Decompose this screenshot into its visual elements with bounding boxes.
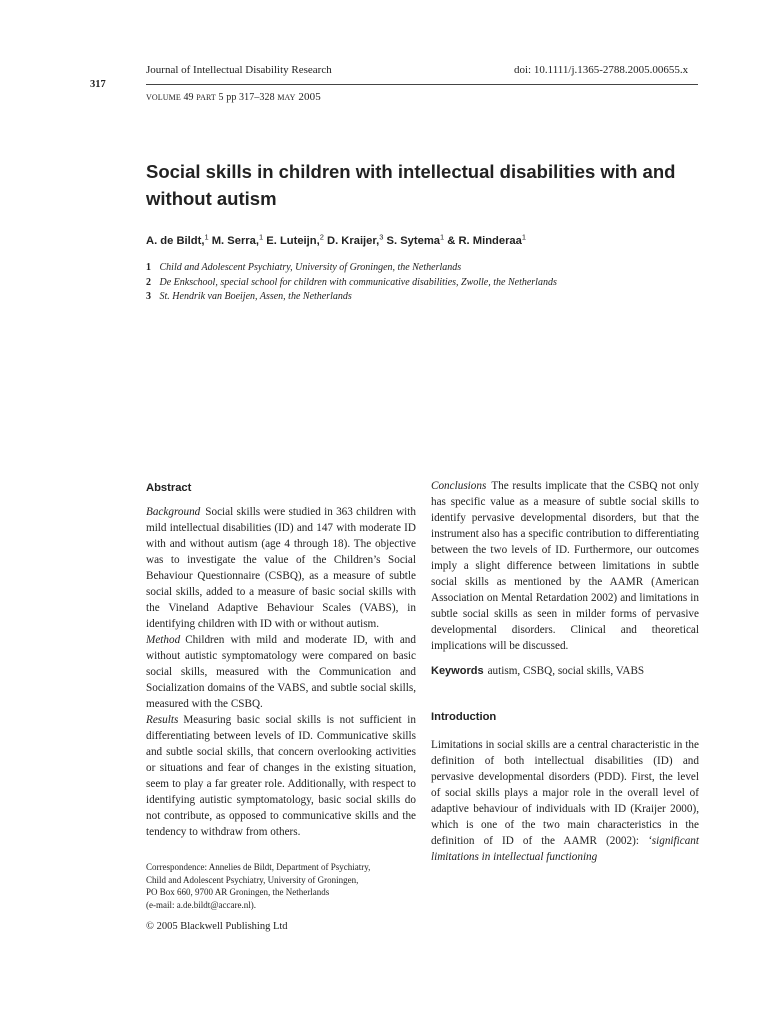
issue-info: [146, 91, 321, 103]
part-number: 5: [218, 92, 224, 103]
author-affiliation: 3: [379, 232, 384, 242]
affiliation-number: 2: [146, 276, 151, 288]
background-label: Background: [146, 506, 201, 518]
header-rule: [146, 84, 698, 85]
abstract-background: [146, 504, 416, 632]
page-range: pp 317–328: [226, 92, 275, 103]
abstract-left-column: [146, 480, 416, 840]
conclusions-text: The results implicate that the CSBQ not only has specific value as a measure of subtle social skills to identify pervasive developmental disorders, but that the instrument also has a specific contribution to differentiating between the two levels of ID. Furthermore, our outcomes imply a slight difference between limitations in subtle social skills as mentioned by the AAMR (American Association on Mental Retardation 2002) and limitations in subtle social skills as seen in milder forms of pervasive developmental disorders. Clinical and theoretical implications will be discussed.: [431, 480, 699, 653]
journal-name: Journal of Intellectual Disability Research: [146, 64, 332, 76]
author: S. Sytema: [386, 235, 440, 247]
affiliation-number: 1: [146, 262, 151, 273]
author-affiliation: 1: [258, 232, 264, 242]
part-label: part: [196, 91, 216, 103]
affiliation-text: St. Hendrik van Boeijen, Assen, the Netherlands: [159, 291, 352, 302]
author-affiliation: 2: [319, 232, 324, 242]
author: & R. Minderaa: [447, 235, 522, 247]
affiliation-text: Child and Adolescent Psychiatry, University of Groningen, the Netherlands: [159, 262, 462, 273]
abstract-results: [146, 712, 416, 840]
volume-number: 49: [183, 92, 194, 103]
affiliation-number: 3: [146, 291, 151, 302]
abstract-method: [146, 632, 416, 712]
abstract-right-column: [431, 478, 699, 865]
copyright: © 2005 Blackwell Publishing Ltd: [146, 921, 288, 932]
background-text: Social skills were studied in 363 children with mild intellectual disabilities (ID) and 147 with moderate ID with and without autism (age 4 through 18). The objective was to investigate the value of the Children’s Social Behaviour Questionnaire (CSBQ), as a measure of subtle social skills, added to a measure of basic social skills with the Vineland Adaptive Behaviour Scales (VABS), in identifying children with ID with or without autism.: [146, 506, 416, 630]
method-text: Children with mild and moderate ID, with and without autistic symptomatology were compared on basic social skills, measured with the Communication and Socialization domains of the VABS, and subtle social skills, measured with the CSBQ.: [146, 634, 416, 710]
affiliation-list: [146, 261, 557, 305]
introduction-body: Limitations in social skills are a central characteristic in the definition of both intellectual disabilities (ID) and pervasive developmental disorders (PDD). First, the level of social skills plays a major role in the overall level of adaptive behaviour of individuals with ID (Kraijer 2000), which is one of the two main characteristics in the definition of ID of the AAMR (2002):: [431, 738, 699, 847]
page-number: 317: [90, 79, 106, 90]
author: D. Kraijer,: [327, 235, 380, 247]
introduction-quote: ‘significant limitations in intellectual functioning: [431, 834, 699, 863]
abstract-heading: Abstract: [146, 482, 192, 494]
keywords-text: autism, CSBQ, social skills, VABS: [487, 664, 645, 677]
issue-date: may 2005: [277, 91, 321, 103]
abstract-conclusions: [431, 478, 699, 655]
correspondence: [146, 861, 416, 911]
introduction-heading: Introduction: [431, 710, 497, 723]
keywords: [431, 663, 699, 679]
correspondence-line: Correspondence: Annelies de Bildt, Department of Psychiatry,: [146, 862, 371, 872]
affiliation-text: De Enkschool, special school for children with communicative disabilities, Zwolle, the Netherlands: [159, 276, 557, 288]
doi[interactable]: doi: 10.1111/j.1365-2788.2005.00655.x: [514, 64, 689, 76]
author-list: [146, 232, 527, 247]
volume-label: volume: [146, 91, 181, 103]
affiliation-item: [146, 261, 557, 276]
conclusions-label: Conclusions: [431, 480, 487, 492]
author: A. de Bildt,: [146, 235, 205, 247]
author: E. Luteijn,: [266, 235, 320, 247]
author-affiliation: 1: [521, 232, 527, 242]
correspondence-line: Child and Adolescent Psychiatry, University of Groningen,: [146, 874, 359, 885]
affiliation-item: [146, 276, 557, 291]
introduction-text: [431, 737, 699, 865]
keywords-label: Keywords: [431, 664, 484, 677]
correspondence-line: PO Box 660, 9700 AR Groningen, the Netherlands: [146, 887, 330, 897]
results-text: Measuring basic social skills is not sufficient in differentiating between levels of ID. Communicative skills and subtle social skills, that concern overlooking activities or situations and fear of changes in the existing situation, seem to play a far greater role. Additionally, with respect to identifying autistic symptomatology, basic social skills do not contribute, as opposed to communicative skills and the tendency to withdraw from others.: [146, 714, 416, 838]
author: M. Serra,: [211, 235, 259, 247]
article-title: Social skills in children with intellectual disabilities with and without autism: [146, 161, 676, 209]
method-label: Method: [146, 634, 181, 646]
author-affiliation: 1: [440, 232, 445, 242]
affiliation-item: [146, 290, 557, 305]
author-affiliation: 1: [204, 232, 209, 242]
correspondence-email[interactable]: (e-mail: a.de.bildt@accare.nl).: [146, 899, 256, 910]
results-label: Results: [146, 714, 179, 726]
